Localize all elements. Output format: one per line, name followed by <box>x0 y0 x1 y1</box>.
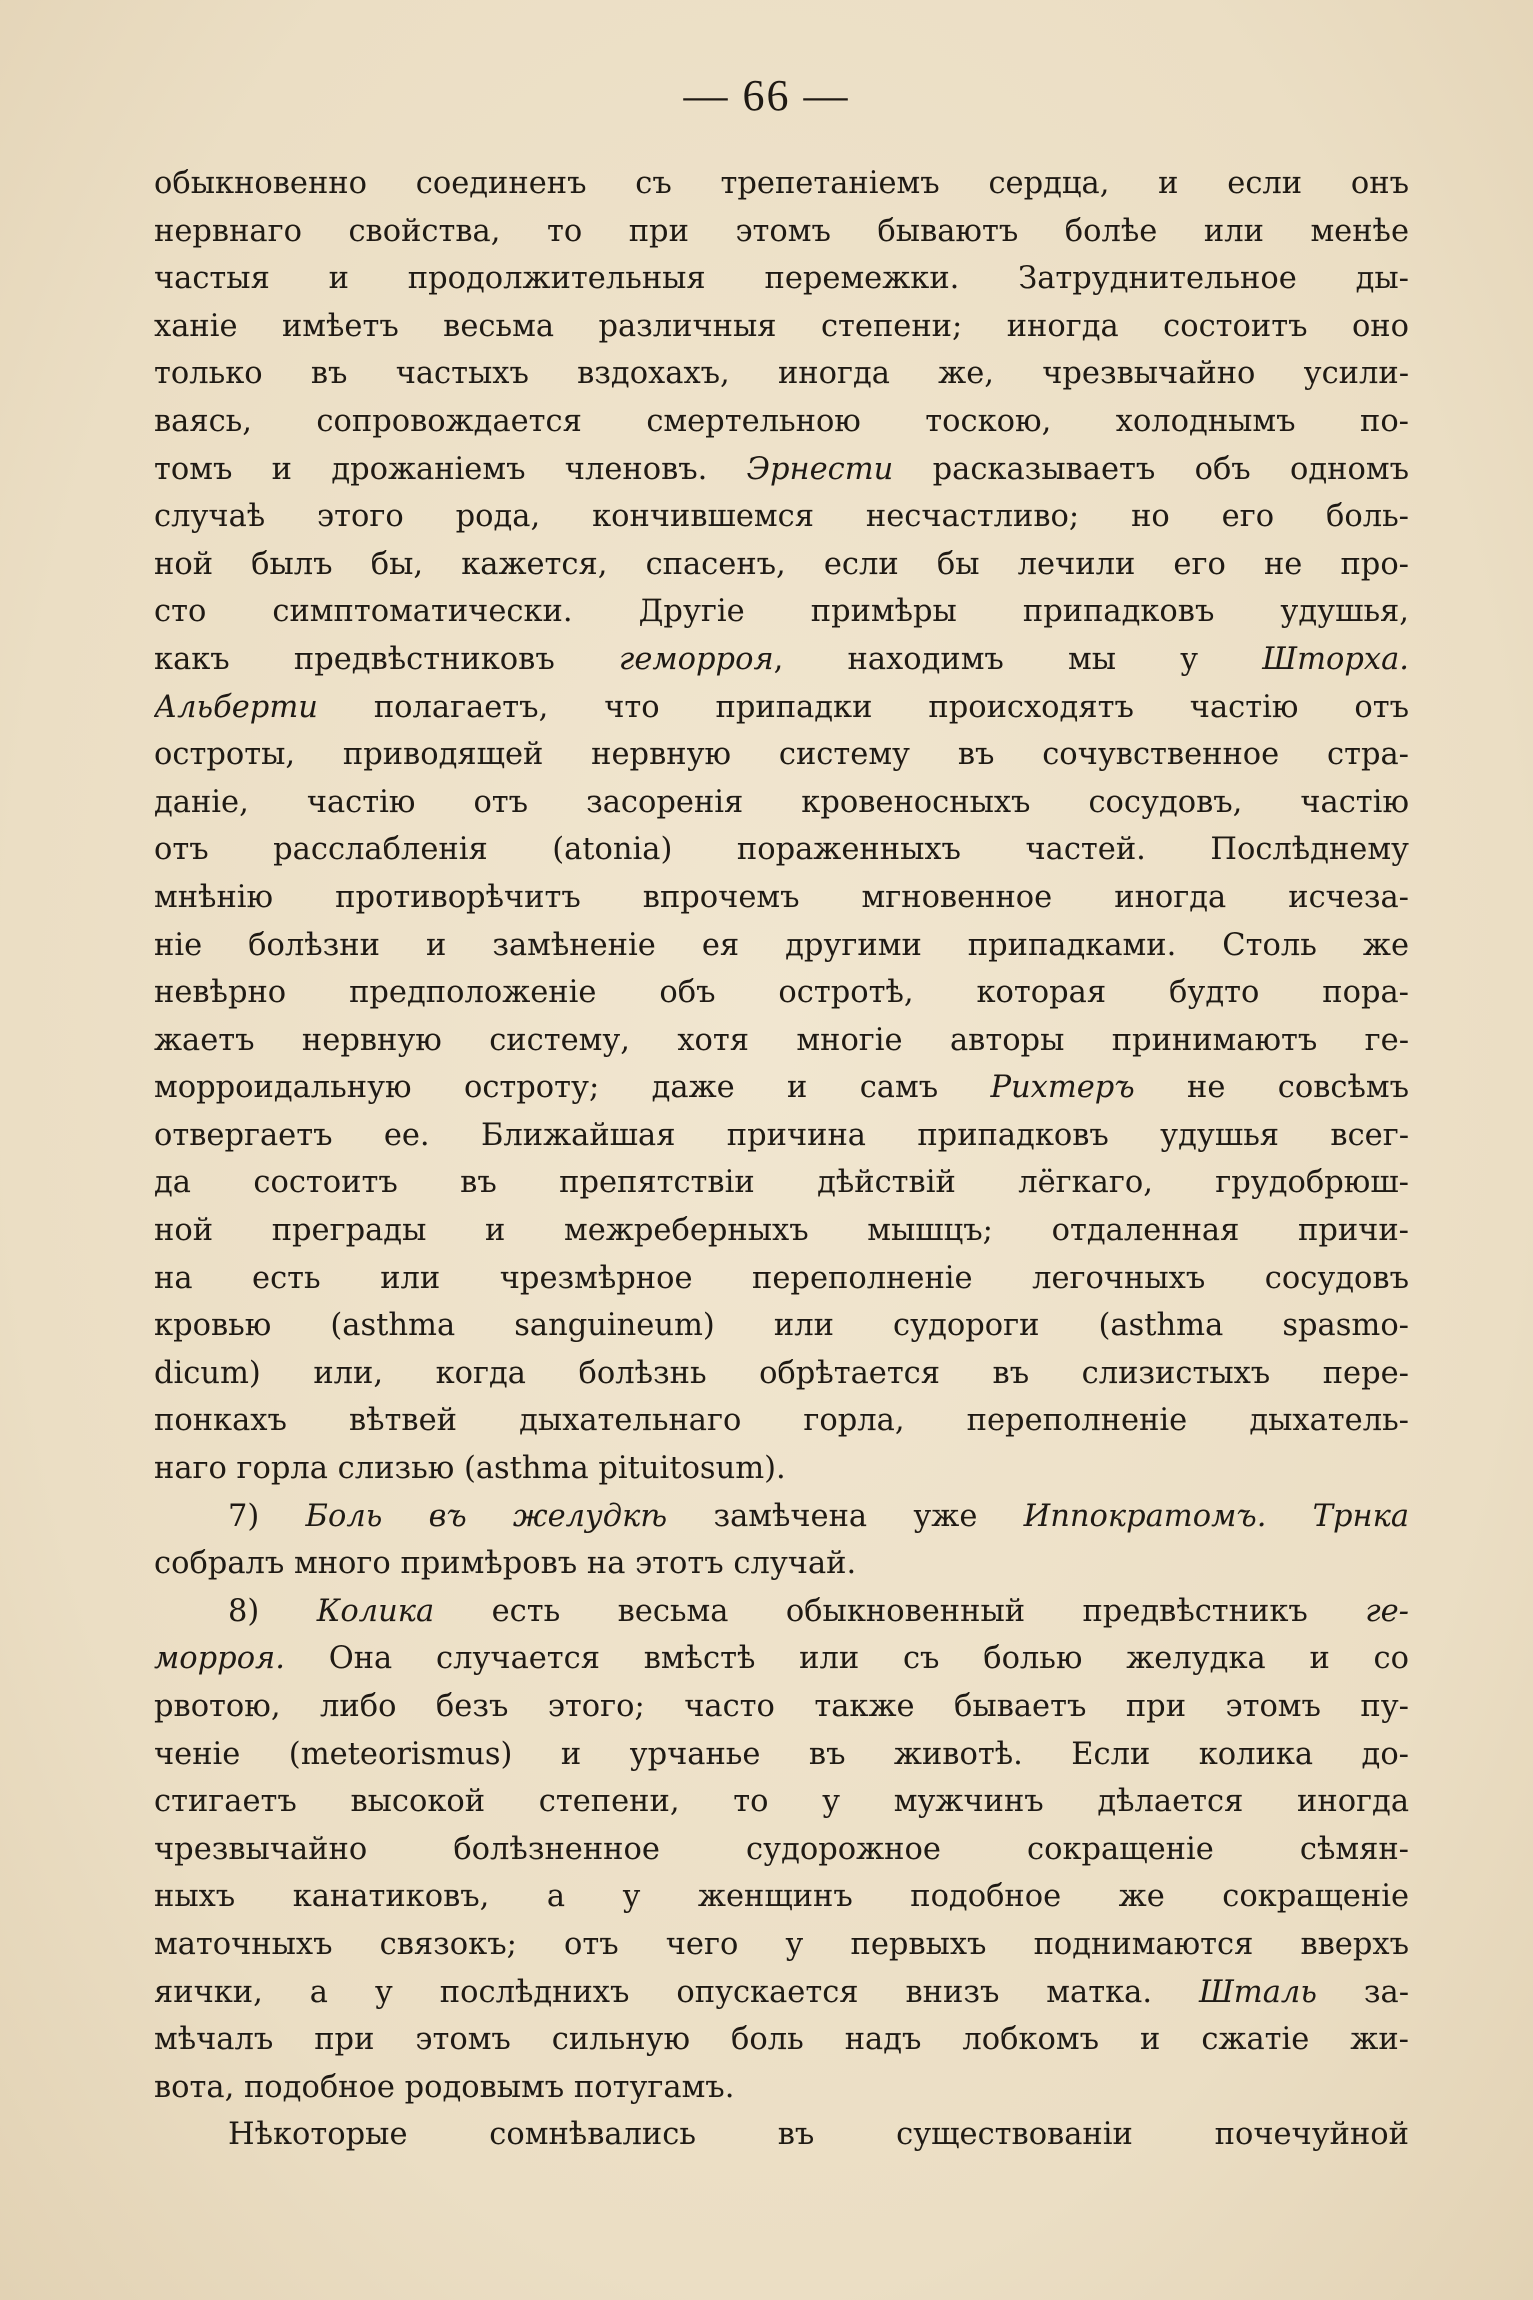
text-line <box>154 684 1409 732</box>
text-line <box>154 446 1409 494</box>
text-segment: замѣчена уже <box>667 1498 1024 1534</box>
text-line <box>154 303 1409 351</box>
italic-text: Шторха. <box>1262 641 1409 677</box>
text-segment: Она случается вмѣстѣ или съ болью желудка и со <box>284 1641 1409 1677</box>
text-segment: частыя и продолжительныя перемежки. Затруднительное ды- <box>154 261 1409 297</box>
text-segment: dicum) или, когда болѣзнь обрѣтается въ слизистыхъ пере- <box>154 1355 1409 1391</box>
text-line <box>154 1112 1409 1160</box>
text-line <box>154 1969 1409 2017</box>
text-segment: ніе болѣзни и замѣненіе ея другими припадками. Столь же <box>154 927 1409 963</box>
text-line <box>154 1635 1409 1683</box>
italic-text: Колика <box>316 1593 435 1629</box>
italic-text: Эрнести <box>746 451 894 487</box>
text-line <box>154 2111 1409 2159</box>
text-segment: наго горла слизью (asthma pituitosum). <box>154 1451 786 1487</box>
text-segment: отвергаетъ ее. Ближайшая причина припадковъ удушья всег- <box>154 1117 1409 1153</box>
text-line <box>154 636 1409 684</box>
italic-text: Рихтеръ <box>990 1070 1135 1106</box>
italic-text: Альберти <box>154 689 318 725</box>
italic-text: Боль въ желудкѣ <box>305 1498 668 1534</box>
text-line <box>154 588 1409 636</box>
text-segment: какъ предвѣстниковъ <box>154 641 619 677</box>
text-segment: стигаетъ высокой степени, то у мужчинъ дѣлается иногда <box>154 1784 1409 1820</box>
text-line <box>154 255 1409 303</box>
text-segment: чрезвычайно болѣзненное судорожное сокращеніе сѣмян- <box>154 1831 1409 1867</box>
text-line <box>154 1445 1409 1493</box>
text-segment: полагаетъ, что припадки происходятъ частію отъ <box>317 689 1409 725</box>
text-segment: есть весьма обыкновенный предвѣстникъ <box>434 1593 1366 1629</box>
text-segment: нервнаго свойства, то при этомъ бываютъ болѣе или менѣе <box>154 213 1409 249</box>
italic-text: Шталь <box>1198 1974 1317 2010</box>
text-line <box>154 826 1409 874</box>
text-line <box>154 731 1409 779</box>
text-line <box>154 350 1409 398</box>
text-segment: да состоитъ въ препятствіи дѣйствій лёгкаго, грудобрюш- <box>154 1165 1409 1201</box>
text-segment: , находимъ мы у <box>773 641 1263 677</box>
text-segment: яички, а у послѣднихъ опускается внизъ матка. <box>154 1974 1199 2010</box>
text-segment: расказываетъ объ одномъ <box>893 451 1409 487</box>
text-line <box>154 1064 1409 1112</box>
text-segment: за- <box>1316 1974 1409 2010</box>
text-segment: понкахъ вѣтвей дыхательнаго горла, переполненіе дыхатель- <box>154 1403 1409 1439</box>
text-segment: рвотою, либо безъ этого; часто также бываетъ при этомъ пу- <box>154 1689 1409 1724</box>
text-segment: остроты, приводящей нервную систему въ сочувственное стра- <box>154 737 1409 773</box>
text-line <box>154 969 1409 1017</box>
text-segment: 8) <box>228 1593 317 1629</box>
text-line <box>154 1826 1409 1874</box>
text-line <box>154 1302 1409 1350</box>
body-text <box>154 160 1409 2159</box>
text-segment: жаетъ нервную систему, хотя многіе авторы принимаютъ ге- <box>154 1022 1409 1058</box>
text-segment: 7) <box>228 1498 306 1534</box>
text-line <box>154 1493 1409 1541</box>
text-segment: даніе, частію отъ засоренія кровеносныхъ сосудовъ, частію <box>154 784 1409 820</box>
text-line <box>154 1207 1409 1255</box>
text-line <box>154 2016 1409 2064</box>
italic-text: ге- <box>1365 1593 1409 1629</box>
text-segment: ваясь, сопровождается смертельною тоскою, холоднымъ по- <box>154 403 1409 439</box>
text-segment: на есть или чрезмѣрное переполненіе легочныхъ сосудовъ <box>154 1260 1409 1296</box>
text-line <box>154 493 1409 541</box>
text-segment: кровью (asthma sanguineum) или судороги (asthma spasmo- <box>154 1308 1409 1344</box>
text-segment: только въ частыхъ вздохахъ, иногда же, чрезвычайно усили- <box>154 356 1409 392</box>
text-segment: вота, подобное родовымъ потугамъ. <box>154 2069 735 2105</box>
text-line <box>154 541 1409 589</box>
italic-text: морроя. <box>154 1641 285 1677</box>
text-segment: отъ расслабленія (atonia) пораженныхъ частей. Послѣднему <box>154 832 1409 868</box>
text-segment: ныхъ канатиковъ, а у женщинъ подобное же сокращеніе <box>154 1879 1409 1915</box>
text-line <box>154 1778 1409 1826</box>
italic-text: геморроя <box>618 641 774 677</box>
text-line <box>154 1350 1409 1398</box>
text-line <box>154 1873 1409 1921</box>
text-segment: морроидальную остроту; даже и самъ <box>154 1070 991 1106</box>
text-line <box>154 160 1409 208</box>
text-segment: случаѣ этого рода, кончившемся несчастливо; но его боль- <box>154 499 1409 535</box>
text-line <box>154 1397 1409 1445</box>
text-segment: ханіе имѣетъ весьма различныя степени; иногда состоитъ оно <box>154 308 1409 344</box>
text-segment: маточныхъ связокъ; отъ чего у первыхъ поднимаются вверхъ <box>154 1926 1409 1962</box>
page-number: — 66 — <box>683 71 850 120</box>
text-line <box>154 874 1409 922</box>
text-segment: сто симптоматически. Другіе примѣры припадковъ удушья, <box>154 594 1409 630</box>
text-segment: ченіе (meteorismus) и урчанье въ животѣ. Если колика до- <box>154 1736 1409 1772</box>
italic-text: Иппократомъ. Трнка <box>1023 1498 1409 1534</box>
text-line <box>154 1255 1409 1303</box>
text-line <box>154 208 1409 256</box>
text-line <box>154 1683 1409 1731</box>
text-segment: мѣчалъ при этомъ сильную боль надъ лобкомъ и сжатіе жи- <box>154 2022 1409 2058</box>
text-segment: Нѣкоторые сомнѣвались въ существованіи почечуйной <box>228 2117 1409 2153</box>
text-line <box>154 1540 1409 1588</box>
text-segment: ной былъ бы, кажется, спасенъ, если бы лечили его не про- <box>154 546 1409 582</box>
text-segment: обыкновенно соединенъ съ трепетаніемъ сердца, и если онъ <box>154 166 1409 201</box>
text-segment: собралъ много примѣровъ на этотъ случай. <box>154 1546 857 1582</box>
text-line <box>154 1588 1409 1636</box>
text-line <box>154 1017 1409 1065</box>
text-segment: томъ и дрожаніемъ членовъ. <box>154 451 747 487</box>
text-line <box>154 922 1409 970</box>
text-line <box>154 1731 1409 1779</box>
text-segment: невѣрно предположеніе объ остротѣ, которая будто пора- <box>154 975 1409 1011</box>
text-line <box>154 2064 1409 2112</box>
text-line <box>154 1921 1409 1969</box>
text-segment: ной преграды и межреберныхъ мышцъ; отдаленная причи- <box>154 1213 1409 1249</box>
text-line <box>154 779 1409 827</box>
text-line <box>154 398 1409 446</box>
text-segment: не совсѣмъ <box>1134 1070 1409 1106</box>
text-line <box>154 1159 1409 1207</box>
text-segment: мнѣнію противорѣчитъ впрочемъ мгновенное иногда исчеза- <box>154 879 1409 915</box>
